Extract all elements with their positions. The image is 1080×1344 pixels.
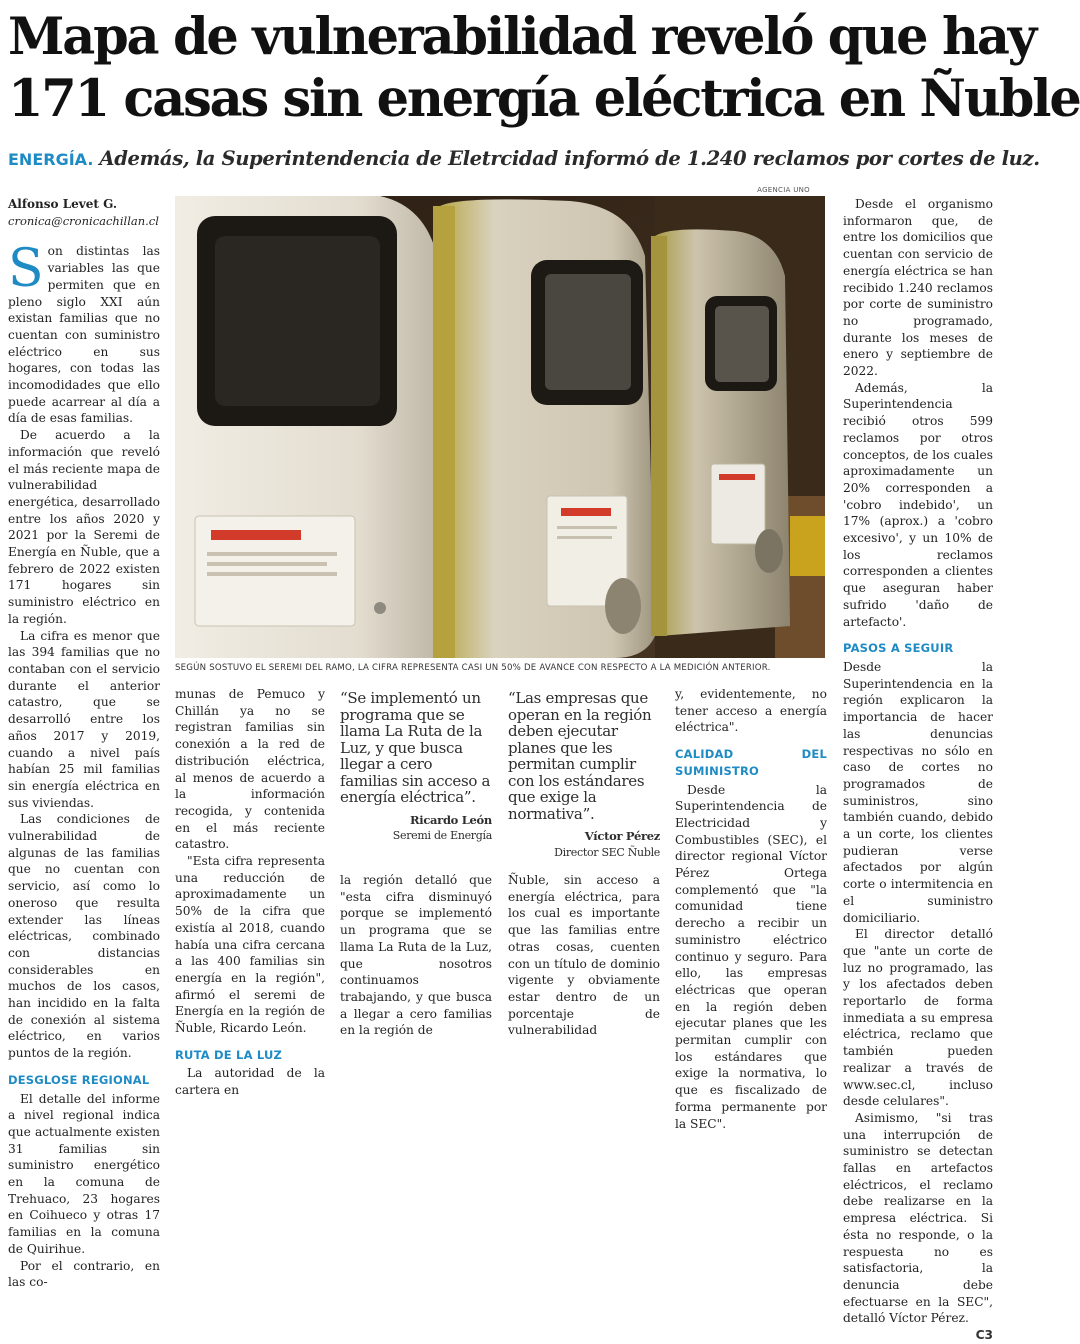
column-3 [340,872,492,1039]
column-6 [843,196,993,1344]
drop-cap: S [8,239,44,300]
paragraph: La cifra es menor que las 394 familias que no contaban con el servicio durante el anterior catastro, que se desarrolló entre los años 2017 y 2019, cuando a nivel país habían 25 mil familias sin energía eléctrica en sus viviendas. [8,628,160,810]
section-heading: DESGLOSE REGIONAL [8,1072,150,1087]
pull-quote-author: Ricardo León [410,812,492,827]
headline-line-2: 171 casas sin energía eléctrica en Ñuble [8,69,1080,129]
paragraph: Ñuble, sin acceso a energía eléctrica, para los cual es importante que las familias entre otras cosas, cuenten con un título de dominio vigente y obviamente estar dentro de un porcentaje de vulnerabilidad [508,873,660,1038]
paragraph: Por el contrario, en las co- [8,1258,160,1290]
column-1 [8,196,160,1291]
paragraph: Desde la Superintendencia en la región explicaron la importancia de hacer las denuncias respectivas no sólo en caso de cortes no programados de suministros, sino también cuando, debido a un corte, los clientes pudieran verse afectados por algún corte o intermitencia en el suministro domiciliario. [843,659,993,925]
paragraph: De acuerdo a la información que reveló el más reciente mapa de vulnerabilidad energética, desarrollado entre los años 2020 y 2021 por la Seremi de Energía en Ñuble, que a febrero de 2022 existen 171 hogares sin suministro eléctrico en la región. [8,428,160,626]
column-4 [508,872,660,1039]
article-photo [175,196,825,658]
pull-quote-role: Seremi de Energía [392,829,492,842]
section-heading: RUTA DE LA LUZ [175,1047,283,1062]
pull-quote-author: Víctor Pérez [584,829,660,843]
photo-credit: AGENCIA UNO [757,186,810,194]
section-heading: CALIDAD DEL SUMINISTRO [675,747,827,778]
section-heading: PASOS A SEGUIR [843,641,954,656]
paragraph: La autoridad de la cartera en [175,1066,325,1098]
pull-quote-2 [508,690,660,861]
paragraph: El detalle del informe a nivel regional indica que actualmente existen 31 familias sin suministro energético en la comuna de Trehuaco, 23 hogares en Coihueco y otras 17 familias en la comuna de Quirihue. [8,1091,160,1256]
headline [8,6,1080,130]
pull-quote-role: Director SEC Ñuble [554,845,660,859]
pull-quote-text: “Las empresas que operan en la región deben ejecutar planes que les permitan cumplir con los estándares que exige la normativa”. [508,689,652,823]
author-name: Alfonso Levet G. [8,197,118,211]
paragraph: y, evidentemente, no tener acceso a energía eléctrica". [675,687,827,735]
paragraph: Asimismo, "si tras una interrupción de suministro se detectan fallas en artefactos eléctricos, el reclamo debe realizarse en la empresa eléctrica. Si ésta no responde, o la respuesta no es satisfactoria, la denuncia debe efectuarse en la SEC", detalló Víctor Pérez. C3 [843,1110,993,1343]
subheadline [8,147,1040,170]
paragraph: munas de Pemuco y Chillán ya no se registran familias sin conexión a la red de distribución eléctrica, al menos de acuerdo a la información recogida, y contenida en el más reciente catastro. [175,687,325,852]
author-email[interactable]: cronica@cronicachillan.cl [8,213,159,228]
paragraph: Además, la Superintendencia recibió otros 599 reclamos por otros conceptos, de los cuales aproximadamente un 20% corresponden a 'cobro indebido', un 17% (aprox.) a 'cobro excesivo', y un 10% de los reclamos corresponden a clientes que aseguran haber sufrido 'daño de artefacto'. [843,380,993,629]
column-2 [175,686,325,1099]
electric-meters-illustration [175,196,825,658]
paragraph: Desde la Superintendencia de Electricidad y Combustibles (SEC), el director regional Víctor Pérez Ortega complementó que "la comunidad tiene derecho a recibir un suministro eléctrico continuo y seguro. Para ello, las empresas eléctricas que operan en la región deben ejecutar planes que les permitan cumplir con los estándares que exige la normativa, lo que es fiscalizado de forma permanente por la SEC". [675,782,827,1131]
lead-paragraph: Son distintas las variables las que permiten que en pleno siglo XXI aún existan familias que no cuentan con suministro eléctrico en sus hogares, con todas las incomodidades que ello puede acarrear al día a día de esas familias. [8,239,160,426]
paragraph: Las condiciones de vulnerabilidad de algunas de las familias que no cuentan con servicio, así como lo oneroso que resulta extender las líneas eléctricas, combinado con distancias considerables en muchos de los casos, han incidido en la falta de conexión al sistema eléctrico, en varios puntos de la región. [8,812,160,1061]
paragraph: El director detalló que "ante un corte de luz no programado, las y los afectados deben reportarlo de forma inmediata a su empresa eléctrica, reclamo que también pueden realizar a través de www.sec.cl, incluso desde celulares". [843,927,993,1109]
paragraph: Desde el organismo informaron que, de entre los domicilios que cuentan con servicio de energía eléctrica se han recibido 1.240 reclamos por corte de suministro no programado, durante los meses de enero y septiembre de 2022. [843,197,993,379]
photo-caption: SEGÚN SOSTUVO EL SEREMI DEL RAMO, LA CIFRA REPRESENTA CASI UN 50% DE AVANCE CON RESPECTO A LA MEDICIÓN ANTERIOR. [175,663,771,673]
pull-quote-text: “Se implementó un programa que se llama La Ruta de la Luz, y que busca llegar a cero familias sin acceso a energía eléctrica”. [340,689,491,806]
paragraph: "Esta cifra representa una reducción de aproximadamente un 50% de la cifra que existía al 2018, cuando había una cifra cercana a las 400 familias sin energía en la región", afirmó el seremi de Energía en la región de Ñuble, Ricardo León. [175,854,325,1036]
paragraph: la región detalló que "esta cifra disminuyó porque se implementó un programa que se llama La Ruta de la Luz, que nosotros continuamos trabajando, y que busca a llegar a cero familias en la región de [340,873,492,1038]
subheadline-text: Además, la Superintendencia de Eletrcidad informó de 1.240 reclamos por cortes de luz. [99,147,1040,170]
end-mark-icon: C3 [975,1328,993,1343]
pull-quote-1 [340,690,492,845]
section-tag: ENERGÍA. [8,150,94,169]
headline-line-1: Mapa de vulnerabilidad reveló que hay [8,7,1036,67]
column-5 [675,686,827,1132]
